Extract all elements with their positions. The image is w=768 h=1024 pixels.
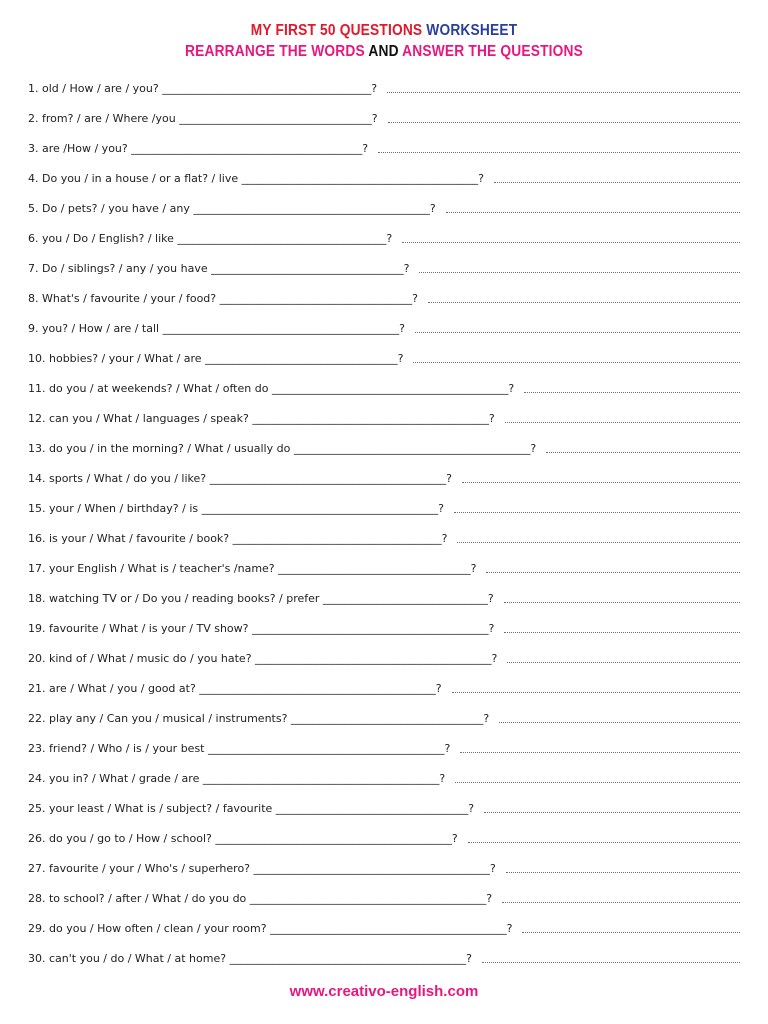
question-text: 2. from? / are / Where /you ___________________________________? (28, 112, 378, 125)
answer-line[interactable] (502, 902, 740, 903)
answer-line[interactable] (428, 302, 740, 303)
question-text: 28. to school? / after / What / do you do ___________________________________________? (28, 892, 493, 905)
question-text: 10. hobbies? / your / What / are ___________________________________? (28, 352, 404, 365)
answer-line[interactable] (524, 392, 740, 393)
answer-line[interactable] (482, 962, 740, 963)
question-text: 20. kind of / What / music do / you hate? ___________________________________________? (28, 652, 498, 665)
answer-line[interactable] (419, 272, 740, 273)
answer-line[interactable] (505, 422, 740, 423)
answer-line[interactable] (499, 722, 740, 723)
answer-line[interactable] (457, 542, 740, 543)
answer-line[interactable] (546, 452, 740, 453)
answer-line[interactable] (504, 632, 740, 633)
answer-line[interactable] (455, 782, 740, 783)
question-text: 22. play any / Can you / musical / instruments? ___________________________________? (28, 712, 490, 725)
answer-line[interactable] (378, 152, 740, 153)
answer-line[interactable] (460, 752, 740, 753)
question-text: 18. watching TV or / Do you / reading books? / prefer ______________________________? (28, 592, 494, 605)
answer-line[interactable] (387, 92, 740, 93)
answer-line[interactable] (454, 512, 740, 513)
answer-line[interactable] (504, 602, 740, 603)
answer-line[interactable] (402, 242, 740, 243)
answer-line[interactable] (452, 692, 740, 693)
subtitle-part-1: REARRANGE THE WORDS (185, 43, 365, 60)
question-text: 21. are / What / you / good at? ___________________________________________? (28, 682, 442, 695)
question-text: 23. friend? / Who / is / your best ___________________________________________? (28, 742, 451, 755)
question-text: 24. you in? / What / grade / are ___________________________________________? (28, 772, 446, 785)
subtitle-part-3: ANSWER THE QUESTIONS (402, 43, 583, 60)
question-text: 11. do you / at weekends? / What / often do ___________________________________________? (28, 382, 515, 395)
worksheet-subtitle (54, 43, 714, 61)
question-text: 16. is your / What / favourite / book? ______________________________________? (28, 532, 448, 545)
answer-line[interactable] (462, 482, 740, 483)
answer-line[interactable] (468, 842, 740, 843)
question-text: 12. can you / What / languages / speak? ___________________________________________? (28, 412, 495, 425)
answer-line[interactable] (494, 182, 740, 183)
title-part-1: MY FIRST 50 QUESTIONS (250, 22, 423, 39)
website-url: www.creativo-english.com (289, 983, 479, 1000)
question-text: 9. you? / How / are / tall ___________________________________________? (28, 322, 405, 335)
question-text: 30. can't you / do / What / at home? ___________________________________________? (28, 952, 472, 965)
question-text: 26. do you / go to / How / school? ___________________________________________? (28, 832, 458, 845)
question-text: 3. are /How / you? __________________________________________? (28, 142, 369, 155)
question-text: 15. your / When / birthday? / is ___________________________________________? (28, 502, 444, 515)
answer-line[interactable] (506, 872, 740, 873)
question-text: 1. old / How / are / you? ______________________________________? (28, 82, 378, 95)
question-text: 5. Do / pets? / you have / any ___________________________________________? (28, 202, 436, 215)
question-text: 13. do you / in the morning? / What / usually do ___________________________________________? (28, 442, 537, 455)
worksheet-title (54, 22, 714, 40)
subtitle-part-2: AND (368, 43, 399, 60)
question-text: 14. sports / What / do you / like? ___________________________________________? (28, 472, 452, 485)
question-text: 4. Do you / in a house / or a flat? / live ___________________________________________? (28, 172, 484, 185)
answer-line[interactable] (486, 572, 740, 573)
answer-line[interactable] (388, 122, 740, 123)
question-text: 29. do you / How often / clean / your room? ___________________________________________? (28, 922, 513, 935)
question-text: 27. favourite / your / Who's / superhero? ___________________________________________? (28, 862, 496, 875)
answer-line[interactable] (522, 932, 740, 933)
answer-line[interactable] (446, 212, 740, 213)
question-text: 25. your least / What is / subject? / favourite ___________________________________? (28, 802, 475, 815)
question-text: 8. What's / favourite / your / food? ___________________________________? (28, 292, 418, 305)
question-text: 19. favourite / What / is your / TV show? ___________________________________________? (28, 622, 495, 635)
title-part-2: WORKSHEET (426, 22, 518, 39)
answer-line[interactable] (413, 362, 740, 363)
question-text: 17. your English / What is / teacher's /name? ___________________________________? (28, 562, 477, 575)
answer-line[interactable] (507, 662, 740, 663)
answer-line[interactable] (415, 332, 740, 333)
question-text: 7. Do / siblings? / any / you have ___________________________________? (28, 262, 410, 275)
question-text: 6. you / Do / English? / like ______________________________________? (28, 232, 393, 245)
answer-line[interactable] (484, 812, 740, 813)
